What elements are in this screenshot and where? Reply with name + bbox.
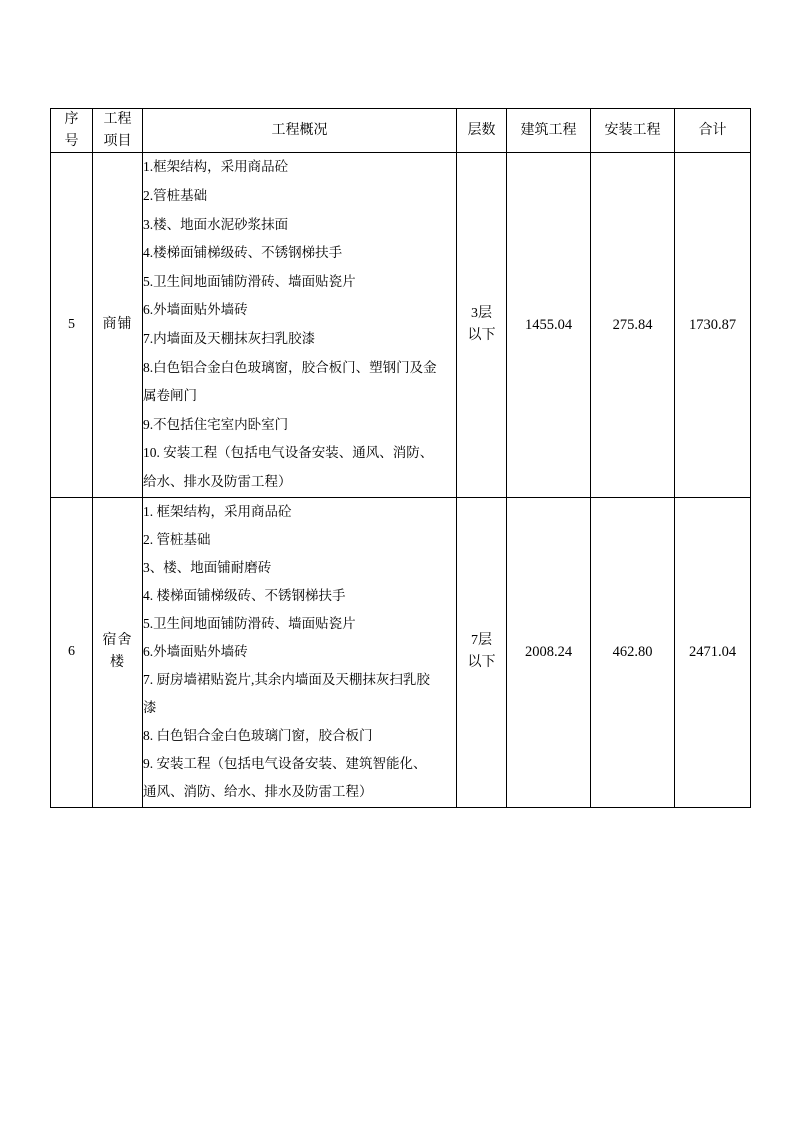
- cell-project: 宿舍 楼: [93, 497, 143, 807]
- cell-seq: 5: [51, 153, 93, 497]
- table-header-row: [51, 109, 751, 153]
- cell-floors: 3层 以下: [457, 153, 507, 497]
- engineering-summary-table: [50, 108, 751, 808]
- cell-installation: 275.84: [591, 153, 675, 497]
- table-row: [51, 497, 751, 807]
- cell-total: 2471.04: [675, 497, 751, 807]
- cell-floors: 7层 以下: [457, 497, 507, 807]
- cell-description: 1.框架结构，采用商品砼 2.管桩基础 3.楼、地面水泥砂浆抹面 4.楼梯面铺梯级砖、不锈钢梯扶手 5.卫生间地面铺防滑砖、墙面贴瓷片 6.外墙面贴外墙砖 7.内墙面及天棚抹灰扫乳胶漆 8.白色铝合金白色玻璃窗，胶合板门、塑钢门及金 属卷闸门 9.不包括住宅室内卧室门 10. 安装工程（包括电气设备安装、通风、消防、 给水、排水及防雷工程）: [143, 153, 457, 497]
- header-construction: 建筑工程: [507, 109, 591, 153]
- header-description: 工程概况: [143, 109, 457, 153]
- header-floors: 层数: [457, 109, 507, 153]
- header-project: 工程 项目: [93, 109, 143, 153]
- cell-construction: 2008.24: [507, 497, 591, 807]
- cell-project: 商铺: [93, 153, 143, 497]
- cell-installation: 462.80: [591, 497, 675, 807]
- table-row: [51, 153, 751, 497]
- cell-seq: 6: [51, 497, 93, 807]
- header-total: 合计: [675, 109, 751, 153]
- cell-total: 1730.87: [675, 153, 751, 497]
- header-installation: 安装工程: [591, 109, 675, 153]
- cell-construction: 1455.04: [507, 153, 591, 497]
- header-seq: 序 号: [51, 109, 93, 153]
- cell-description: 1. 框架结构，采用商品砼 2. 管桩基础 3、楼、地面铺耐磨砖 4. 楼梯面铺梯级砖、不锈钢梯扶手 5.卫生间地面铺防滑砖、墙面贴瓷片 6.外墙面贴外墙砖 7. 厨房墙裙贴瓷片,其余内墙面及天棚抹灰扫乳胶 漆 8. 白色铝合金白色玻璃门窗，胶合板门 9. 安装工程（包括电气设备安装、建筑智能化、 通风、消防、给水、排水及防雷工程）: [143, 497, 457, 807]
